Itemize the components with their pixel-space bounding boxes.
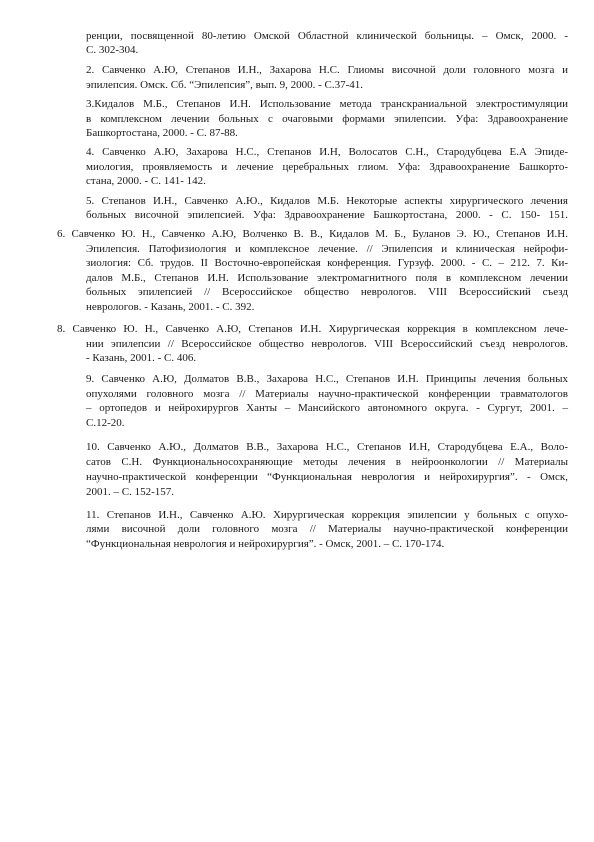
reference-line: “Функциональная неврология и нейрохирургия”. - Омск, 2001. – С. 170-174. (86, 538, 445, 550)
reference-line: миология, проявляемость и лечение церебральных глиом. Уфа: Здравоохранение Башкорто- (86, 161, 568, 173)
reference-line: Эпилепсия. Патофизиология и комплексное лечение. // Эпилепсия и клиническая нейрофи- (86, 243, 568, 255)
reference-line: опухолями головного мозга // Материалы научно-практической конференции травматологов (86, 388, 568, 400)
reference-line: 2001. – С. 152-157. (86, 486, 174, 498)
reference-line: в комплексном лечении больных с очаговыми формами эпилепсии. Уфа: Здравоохранение (86, 113, 568, 125)
reference-line: больных височной эпилепсией. Уфа: Здравоохранение Башкортостана, 2000. - С. 150- 151. (86, 209, 568, 221)
reference-line: 2. Савченко А.Ю, Степанов И.Н., Захарова Н.С. Глиомы височной доли головного мозга и (86, 64, 568, 76)
reference-line: эпилепсия. Омск. Сб. “Эпилепсия”, вып. 9, 2000. - С.37-41. (86, 79, 364, 91)
reference-line: нии эпилепсии // Всероссийское общество неврологов. VIII Всероссийский съезд неврологов. (86, 338, 568, 350)
reference-line: 8. Савченко Ю. Н., Савченко А.Ю, Степанов И.Н. Хирургическая коррекция в комплексном лече- (57, 323, 568, 335)
reference-line: неврологов. - Казань, 2001. - С. 392. (86, 301, 255, 313)
reference-line: сатов С.Н. Функциональносохраняющие методы лечения в нейроонкологии // Материалы (86, 456, 568, 468)
reference-line: С.12-20. (86, 417, 125, 429)
reference-line: далов М.Б., Степанов И.Н. Использование электромагнитного поля в комплексном лечении (86, 272, 568, 284)
reference-line: стана, 2000. - С. 141- 142. (86, 175, 206, 187)
reference-line: ренции, посвященной 80-летию Омской Областной клинической больницы. – Омск, 2000. - (86, 30, 568, 42)
reference-line: Башкортостана, 2000. - С. 87-88. (86, 127, 238, 139)
reference-line: 10. Савченко А.Ю., Долматов В.В., Захарова Н.С., Степанов И.Н, Стародубцева Е.А., Воло- (86, 441, 568, 453)
reference-line: – ортопедов и нейрохирургов Ханты – Мансийского автономного округа. - Сургут, 2001. – (86, 402, 568, 414)
reference-line: больных эпилепсией // Всероссийское общество неврологов. VIII Всероссийский съезд (86, 286, 568, 298)
reference-line: 9. Савченко А.Ю, Долматов В.В., Захарова Н.С., Степанов И.Н. Принципы лечения больных (86, 373, 568, 385)
reference-line: 3.Кидалов М.Б., Степанов И.Н. Использование метода транскраниальной электростимуляции (86, 98, 568, 110)
reference-line: 6. Савченко Ю. Н., Савченко А.Ю, Волченко В. В., Кидалов М. Б., Буланов Э. Ю., Степанов И.Н. (57, 228, 568, 240)
reference-line: 5. Степанов И.Н., Савченко А.Ю., Кидалов М.Б. Некоторые аспекты хирургического лечения (86, 195, 568, 207)
reference-line: 4. Савченко А.Ю, Захарова Н.С., Степанов И.Н, Волосатов С.Н., Стародубцева Е.А Эпиде- (86, 146, 568, 158)
reference-line: зиология: Сб. трудов. II Восточно-европейская конференция. Гурзуф. 2000. - С. – 212. 7. Ки- (86, 257, 568, 269)
reference-line: лями височной доли головного мозга // Материалы научно-практической конференции (86, 523, 568, 535)
reference-line: научно-практической конференции “Функциональная неврология и нейрохирургия”. - Омск, (86, 471, 568, 483)
reference-line: 11. Степанов И.Н., Савченко А.Ю. Хирургическая коррекция эпилепсии у больных с опухо- (86, 509, 568, 521)
reference-line: С. 302-304. (86, 44, 139, 56)
reference-line: - Казань, 2001. - С. 406. (86, 352, 197, 364)
